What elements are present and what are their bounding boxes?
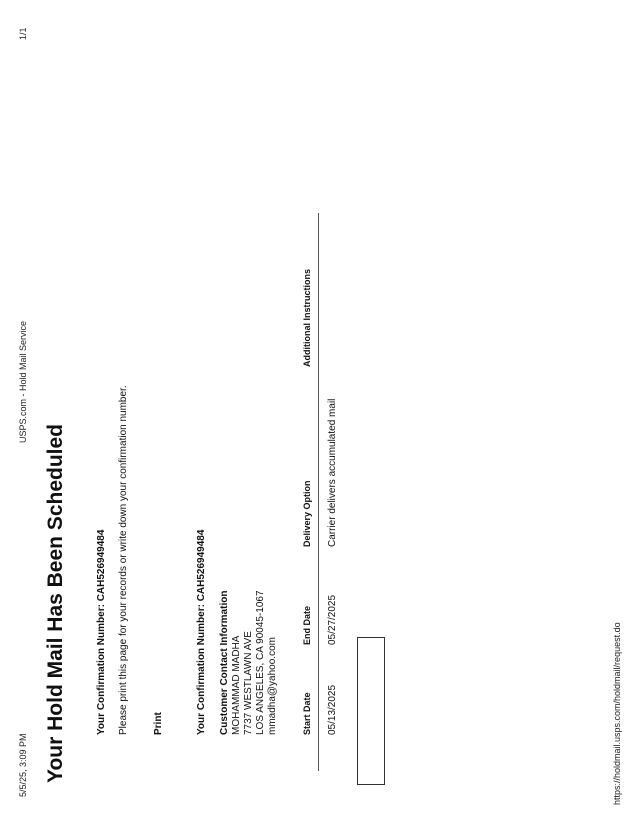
table-cell-start-date: 05/13/2025 — [327, 684, 338, 735]
contact-city-state-zip: LOS ANGELES, CA 90045-1067 — [255, 590, 266, 735]
table-header-delivery-option: Delivery Option — [302, 480, 312, 547]
confirmation-number-top: Your Confirmation Number: CAH526949484 — [96, 529, 107, 735]
contact-email: mmadha@yahoo.com — [267, 637, 278, 735]
table-cell-delivery-option: Carrier delivers accumulated mail — [327, 398, 338, 547]
additional-instructions-box — [357, 637, 385, 785]
table-header-additional-instructions: Additional Instructions — [302, 269, 312, 367]
contact-street: 7737 WESTLAWN AVE — [243, 631, 254, 735]
print-instruction: Please print this page for your records or write down your confirmation number. — [118, 385, 129, 735]
page-title: Your Hold Mail Has Been Scheduled — [44, 423, 67, 783]
table-header-end-date: End Date — [302, 605, 312, 645]
table-cell-end-date: 05/27/2025 — [327, 594, 338, 645]
footer-url: https://holdmail.usps.com/holdmail/request.do — [612, 622, 622, 805]
page-count: 1/1 — [18, 27, 28, 40]
contact-name: MOHAMMAD MADHA — [231, 635, 242, 735]
table-header-start-date: Start Date — [302, 692, 312, 735]
site-title: USPS.com - Hold Mail Service — [18, 320, 28, 443]
confirmation-number-bottom: Your Confirmation Number: CAH526949484 — [196, 529, 207, 735]
print-datetime: 5/5/25, 3:09 PM — [18, 733, 28, 797]
table-header-divider — [318, 213, 319, 771]
print-button[interactable]: Print — [153, 712, 164, 735]
contact-heading: Customer Contact Information — [219, 590, 230, 735]
